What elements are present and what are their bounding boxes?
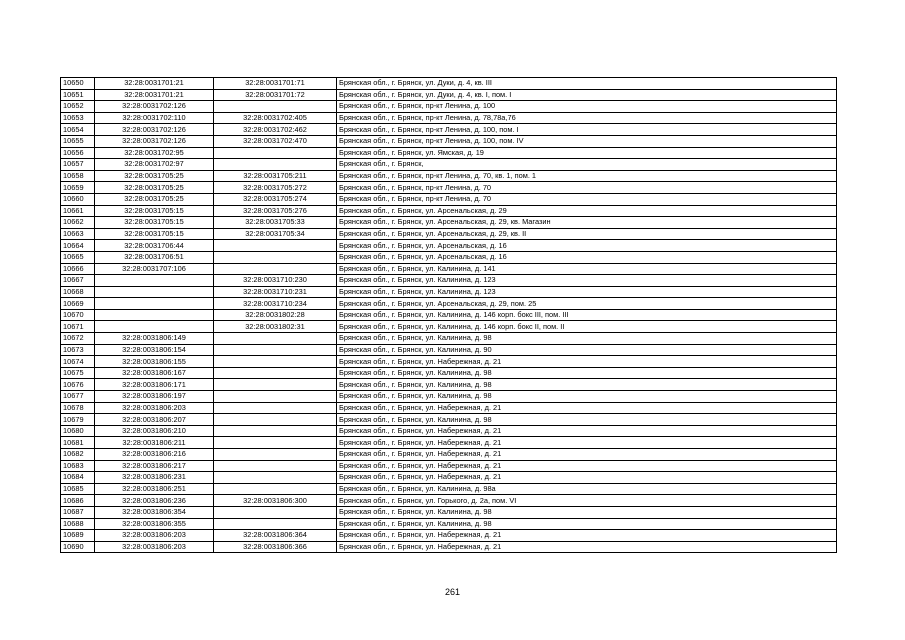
row-number-cell: 10687 [61, 506, 95, 518]
cadastral-number-cell [214, 472, 337, 484]
parent-cadastral-number-cell: 32:28:0031705:25 [95, 182, 214, 194]
address-cell: Брянская обл., г. Брянск, пр-кт Ленина, д. 100 [337, 101, 837, 113]
parent-cadastral-number-cell: 32:28:0031806:236 [95, 495, 214, 507]
cadastral-number-cell: 32:28:0031802:28 [214, 309, 337, 321]
cadastral-number-cell [214, 506, 337, 518]
cadastral-number-cell: 32:28:0031701:72 [214, 89, 337, 101]
row-number-cell: 10655 [61, 135, 95, 147]
cadastral-number-cell: 32:28:0031806:364 [214, 530, 337, 542]
cadastral-number-cell: 32:28:0031705:276 [214, 205, 337, 217]
parent-cadastral-number-cell: 32:28:0031702:126 [95, 124, 214, 136]
table-row [61, 356, 837, 368]
cadastral-number-cell [214, 414, 337, 426]
table-row [61, 472, 837, 484]
parent-cadastral-number-cell: 32:28:0031806:211 [95, 437, 214, 449]
parent-cadastral-number-cell [95, 298, 214, 310]
table-row [61, 367, 837, 379]
parent-cadastral-number-cell: 32:28:0031705:15 [95, 217, 214, 229]
parent-cadastral-number-cell: 32:28:0031806:210 [95, 425, 214, 437]
row-number-cell: 10672 [61, 333, 95, 345]
parent-cadastral-number-cell: 32:28:0031806:154 [95, 344, 214, 356]
address-cell: Брянская обл., г. Брянск, ул. Набережная, д. 21 [337, 437, 837, 449]
cadastral-number-cell [214, 402, 337, 414]
address-cell: Брянская обл., г. Брянск, ул. Арсенальская, д. 29, кв. II [337, 228, 837, 240]
row-number-cell: 10678 [61, 402, 95, 414]
row-number-cell: 10671 [61, 321, 95, 333]
cadastral-number-cell [214, 437, 337, 449]
table-row [61, 309, 837, 321]
row-number-cell: 10661 [61, 205, 95, 217]
cadastral-number-cell: 32:28:0031806:300 [214, 495, 337, 507]
table-row [61, 425, 837, 437]
parent-cadastral-number-cell: 32:28:0031806:203 [95, 530, 214, 542]
parent-cadastral-number-cell [95, 321, 214, 333]
table-row [61, 135, 837, 147]
row-number-cell: 10666 [61, 263, 95, 275]
row-number-cell: 10690 [61, 541, 95, 553]
address-cell: Брянская обл., г. Брянск, ул. Калинина, д. 98 [337, 367, 837, 379]
parent-cadastral-number-cell: 32:28:0031806:217 [95, 460, 214, 472]
cadastral-number-cell [214, 425, 337, 437]
table-row [61, 205, 837, 217]
row-number-cell: 10683 [61, 460, 95, 472]
address-cell: Брянская обл., г. Брянск, ул. Набережная, д. 21 [337, 402, 837, 414]
table-row [61, 460, 837, 472]
row-number-cell: 10680 [61, 425, 95, 437]
row-number-cell: 10668 [61, 286, 95, 298]
table-row [61, 495, 837, 507]
address-cell: Брянская обл., г. Брянск, ул. Дуки, д. 4, кв. I, пом. I [337, 89, 837, 101]
table-row [61, 333, 837, 345]
row-number-cell: 10689 [61, 530, 95, 542]
parent-cadastral-number-cell: 32:28:0031806:203 [95, 541, 214, 553]
address-cell: Брянская обл., г. Брянск, пр-кт Ленина, д. 78,78а,76 [337, 112, 837, 124]
table-row [61, 159, 837, 171]
cadastral-number-cell: 32:28:0031705:34 [214, 228, 337, 240]
address-cell: Брянская обл., г. Брянск, ул. Калинина, д. 98 [337, 506, 837, 518]
row-number-cell: 10659 [61, 182, 95, 194]
cadastral-number-cell: 32:28:0031710:231 [214, 286, 337, 298]
cadastral-number-cell [214, 356, 337, 368]
address-cell: Брянская обл., г. Брянск, ул. Калинина, д. 123 [337, 275, 837, 287]
parent-cadastral-number-cell [95, 286, 214, 298]
table-row [61, 344, 837, 356]
row-number-cell: 10679 [61, 414, 95, 426]
parent-cadastral-number-cell: 32:28:0031806:155 [95, 356, 214, 368]
property-registry-table [60, 77, 837, 553]
table-row [61, 506, 837, 518]
parent-cadastral-number-cell: 32:28:0031806:355 [95, 518, 214, 530]
row-number-cell: 10662 [61, 217, 95, 229]
row-number-cell: 10674 [61, 356, 95, 368]
cadastral-number-cell: 32:28:0031705:272 [214, 182, 337, 194]
cadastral-number-cell [214, 240, 337, 252]
address-cell: Брянская обл., г. Брянск, ул. Ямская, д. 19 [337, 147, 837, 159]
parent-cadastral-number-cell: 32:28:0031705:25 [95, 193, 214, 205]
address-cell: Брянская обл., г. Брянск, ул. Набережная, д. 21 [337, 425, 837, 437]
table-row [61, 379, 837, 391]
cadastral-number-cell: 32:28:0031710:230 [214, 275, 337, 287]
table-row [61, 321, 837, 333]
parent-cadastral-number-cell: 32:28:0031702:110 [95, 112, 214, 124]
parent-cadastral-number-cell: 32:28:0031806:207 [95, 414, 214, 426]
address-cell: Брянская обл., г. Брянск, пр-кт Ленина, д. 70 [337, 193, 837, 205]
table-row [61, 89, 837, 101]
cadastral-number-cell: 32:28:0031705:211 [214, 170, 337, 182]
address-cell: Брянская обл., г. Брянск, ул. Арсенальская, д. 29, кв. Магазин [337, 217, 837, 229]
row-number-cell: 10673 [61, 344, 95, 356]
cadastral-number-cell [214, 449, 337, 461]
parent-cadastral-number-cell: 32:28:0031701:21 [95, 89, 214, 101]
table-row [61, 263, 837, 275]
address-cell: Брянская обл., г. Брянск, ул. Калинина, д. 98 [337, 333, 837, 345]
address-cell: Брянская обл., г. Брянск, ул. Калинина, д. 90 [337, 344, 837, 356]
cadastral-number-cell [214, 518, 337, 530]
parent-cadastral-number-cell: 32:28:0031806:197 [95, 391, 214, 403]
parent-cadastral-number-cell [95, 309, 214, 321]
parent-cadastral-number-cell: 32:28:0031702:126 [95, 135, 214, 147]
table-body [61, 78, 837, 553]
cadastral-number-cell [214, 391, 337, 403]
cadastral-number-cell: 32:28:0031702:405 [214, 112, 337, 124]
cadastral-number-cell: 32:28:0031802:31 [214, 321, 337, 333]
address-cell: Брянская обл., г. Брянск, ул. Набережная, д. 21 [337, 530, 837, 542]
row-number-cell: 10652 [61, 101, 95, 113]
page-number: 261 [444, 587, 461, 597]
address-cell: Брянская обл., г. Брянск, ул. Арсенальская, д. 16 [337, 240, 837, 252]
cadastral-number-cell [214, 379, 337, 391]
parent-cadastral-number-cell: 32:28:0031806:216 [95, 449, 214, 461]
table-row [61, 391, 837, 403]
parent-cadastral-number-cell: 32:28:0031702:97 [95, 159, 214, 171]
table-row [61, 449, 837, 461]
address-cell: Брянская обл., г. Брянск, ул. Горького, д. 2а, пом. VI [337, 495, 837, 507]
address-cell: Брянская обл., г. Брянск, пр-кт Ленина, д. 100, пом. IV [337, 135, 837, 147]
cadastral-number-cell [214, 333, 337, 345]
parent-cadastral-number-cell: 32:28:0031806:149 [95, 333, 214, 345]
table-row [61, 193, 837, 205]
address-cell: Брянская обл., г. Брянск, ул. Калинина, д. 123 [337, 286, 837, 298]
parent-cadastral-number-cell [95, 275, 214, 287]
row-number-cell: 10667 [61, 275, 95, 287]
parent-cadastral-number-cell: 32:28:0031706:51 [95, 251, 214, 263]
address-cell: Брянская обл., г. Брянск, ул. Калинина, д. 98а [337, 483, 837, 495]
parent-cadastral-number-cell: 32:28:0031806:231 [95, 472, 214, 484]
address-cell: Брянская обл., г. Брянск, ул. Калинина, д. 146 корп. бокс III, пом. III [337, 309, 837, 321]
table-row [61, 240, 837, 252]
cadastral-number-cell: 32:28:0031705:33 [214, 217, 337, 229]
table-row [61, 530, 837, 542]
table-row [61, 251, 837, 263]
address-cell: Брянская обл., г. Брянск, ул. Набережная, д. 21 [337, 449, 837, 461]
row-number-cell: 10651 [61, 89, 95, 101]
row-number-cell: 10653 [61, 112, 95, 124]
cadastral-number-cell [214, 344, 337, 356]
parent-cadastral-number-cell: 32:28:0031806:171 [95, 379, 214, 391]
parent-cadastral-number-cell: 32:28:0031806:354 [95, 506, 214, 518]
parent-cadastral-number-cell: 32:28:0031806:251 [95, 483, 214, 495]
row-number-cell: 10654 [61, 124, 95, 136]
parent-cadastral-number-cell: 32:28:0031705:15 [95, 205, 214, 217]
row-number-cell: 10665 [61, 251, 95, 263]
parent-cadastral-number-cell: 32:28:0031707:106 [95, 263, 214, 275]
row-number-cell: 10681 [61, 437, 95, 449]
cadastral-number-cell [214, 367, 337, 379]
row-number-cell: 10676 [61, 379, 95, 391]
address-cell: Брянская обл., г. Брянск, ул. Дуки, д. 4, кв. III [337, 78, 837, 90]
cadastral-number-cell [214, 159, 337, 171]
table-row [61, 217, 837, 229]
table-row [61, 182, 837, 194]
parent-cadastral-number-cell: 32:28:0031702:95 [95, 147, 214, 159]
table-row [61, 170, 837, 182]
cadastral-number-cell: 32:28:0031701:71 [214, 78, 337, 90]
address-cell: Брянская обл., г. Брянск, [337, 159, 837, 171]
row-number-cell: 10670 [61, 309, 95, 321]
table-row [61, 275, 837, 287]
row-number-cell: 10686 [61, 495, 95, 507]
address-cell: Брянская обл., г. Брянск, пр-кт Ленина, д. 70, кв. 1, пом. 1 [337, 170, 837, 182]
table-row [61, 483, 837, 495]
address-cell: Брянская обл., г. Брянск, пр-кт Ленина, д. 70 [337, 182, 837, 194]
table-row [61, 298, 837, 310]
table-row [61, 124, 837, 136]
cadastral-number-cell: 32:28:0031702:462 [214, 124, 337, 136]
table-row [61, 228, 837, 240]
cadastral-number-cell: 32:28:0031702:470 [214, 135, 337, 147]
row-number-cell: 10663 [61, 228, 95, 240]
row-number-cell: 10682 [61, 449, 95, 461]
row-number-cell: 10669 [61, 298, 95, 310]
table-row [61, 518, 837, 530]
address-cell: Брянская обл., г. Брянск, ул. Калинина, д. 98 [337, 391, 837, 403]
address-cell: Брянская обл., г. Брянск, ул. Набережная, д. 21 [337, 460, 837, 472]
parent-cadastral-number-cell: 32:28:0031706:44 [95, 240, 214, 252]
table-row [61, 78, 837, 90]
address-cell: Брянская обл., г. Брянск, ул. Арсенальская, д. 29, пом. 25 [337, 298, 837, 310]
cadastral-number-cell: 32:28:0031710:234 [214, 298, 337, 310]
row-number-cell: 10658 [61, 170, 95, 182]
table-row [61, 112, 837, 124]
address-cell: Брянская обл., г. Брянск, ул. Арсенальская, д. 29 [337, 205, 837, 217]
row-number-cell: 10677 [61, 391, 95, 403]
table-row [61, 541, 837, 553]
table-row [61, 437, 837, 449]
address-cell: Брянская обл., г. Брянск, ул. Набережная, д. 21 [337, 472, 837, 484]
row-number-cell: 10660 [61, 193, 95, 205]
table-row [61, 414, 837, 426]
row-number-cell: 10675 [61, 367, 95, 379]
cadastral-number-cell [214, 147, 337, 159]
parent-cadastral-number-cell: 32:28:0031701:21 [95, 78, 214, 90]
cadastral-number-cell [214, 483, 337, 495]
address-cell: Брянская обл., г. Брянск, ул. Калинина, д. 98 [337, 379, 837, 391]
row-number-cell: 10650 [61, 78, 95, 90]
parent-cadastral-number-cell: 32:28:0031705:15 [95, 228, 214, 240]
parent-cadastral-number-cell: 32:28:0031806:167 [95, 367, 214, 379]
address-cell: Брянская обл., г. Брянск, ул. Калинина, д. 98 [337, 414, 837, 426]
row-number-cell: 10657 [61, 159, 95, 171]
address-cell: Брянская обл., г. Брянск, ул. Арсенальская, д. 16 [337, 251, 837, 263]
address-cell: Брянская обл., г. Брянск, пр-кт Ленина, д. 100, пом. I [337, 124, 837, 136]
address-cell: Брянская обл., г. Брянск, ул. Калинина, д. 98 [337, 518, 837, 530]
address-cell: Брянская обл., г. Брянск, ул. Калинина, д. 141 [337, 263, 837, 275]
row-number-cell: 10656 [61, 147, 95, 159]
parent-cadastral-number-cell: 32:28:0031705:25 [95, 170, 214, 182]
table-row [61, 286, 837, 298]
cadastral-number-cell [214, 263, 337, 275]
row-number-cell: 10685 [61, 483, 95, 495]
table-row [61, 402, 837, 414]
address-cell: Брянская обл., г. Брянск, ул. Набережная, д. 21 [337, 356, 837, 368]
address-cell: Брянская обл., г. Брянск, ул. Набережная, д. 21 [337, 541, 837, 553]
row-number-cell: 10684 [61, 472, 95, 484]
parent-cadastral-number-cell: 32:28:0031702:126 [95, 101, 214, 113]
cadastral-number-cell: 32:28:0031806:366 [214, 541, 337, 553]
address-cell: Брянская обл., г. Брянск, ул. Калинина, д. 146 корп. бокс II, пом. II [337, 321, 837, 333]
cadastral-number-cell [214, 251, 337, 263]
cadastral-number-cell: 32:28:0031705:274 [214, 193, 337, 205]
cadastral-number-cell [214, 460, 337, 472]
parent-cadastral-number-cell: 32:28:0031806:203 [95, 402, 214, 414]
row-number-cell: 10688 [61, 518, 95, 530]
cadastral-number-cell [214, 101, 337, 113]
table-row [61, 147, 837, 159]
row-number-cell: 10664 [61, 240, 95, 252]
table-row [61, 101, 837, 113]
